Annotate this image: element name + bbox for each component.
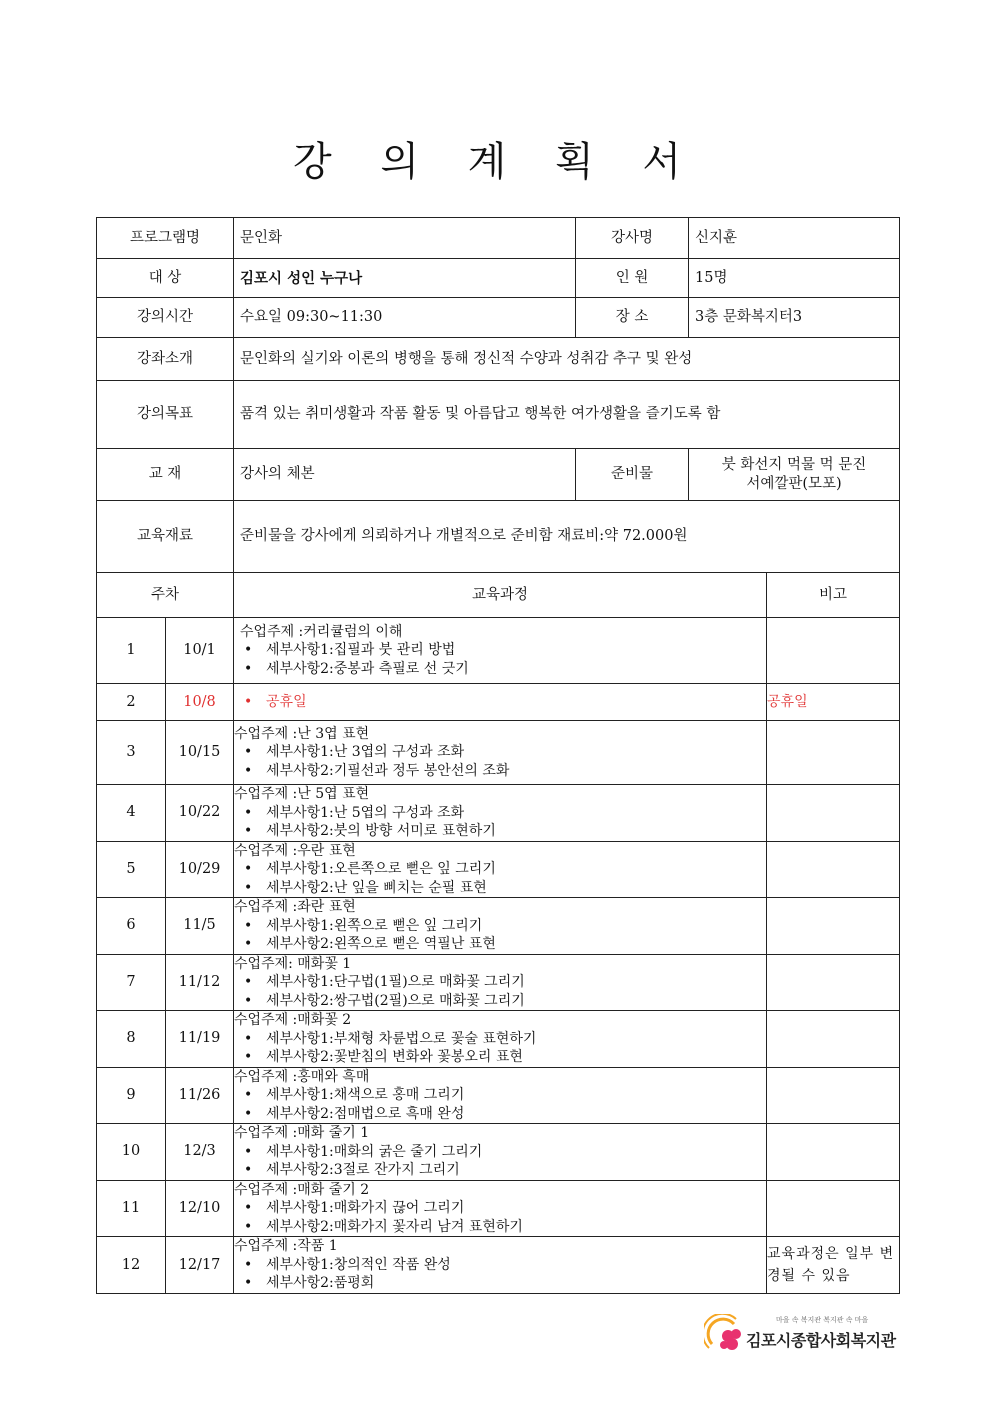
week-note [767,954,900,1011]
detail-1: • 세부사항1:창의적인 작품 완성 [266,1256,760,1275]
week-number: 6 [97,898,166,955]
week-note [767,1067,900,1124]
goal-label: 강의목표 [97,381,234,449]
table-row [97,684,900,721]
detail-2: • 세부사항2:꽃받침의 변화와 꽃봉오리 표현 [266,1048,760,1067]
supplies-value [689,449,900,501]
detail-2: • 세부사항2:중봉과 측필로 선 긋기 [266,660,760,679]
table-row [97,1011,900,1068]
time-value: 수요일 09:30~11:30 [234,298,576,338]
detail-1: • 세부사항1:단구법(1필)으로 매화꽃 그리기 [266,973,760,992]
place-value: 3층 문화복지터3 [689,298,900,338]
course-header: 교육과정 [234,573,767,618]
program-label: 프로그램명 [97,218,234,259]
intro-label: 강좌소개 [97,338,234,381]
week-date: 11/26 [166,1067,234,1124]
week-note [767,721,900,785]
target-label: 대 상 [97,259,234,298]
holiday-item: • 공휴일 [266,693,760,712]
week-content [234,618,767,684]
table-row [97,954,900,1011]
supplies-line-1: 붓 화선지 먹물 먹 문진 [721,456,867,473]
week-content [234,785,767,842]
week-content [234,684,767,721]
detail-2: • 세부사항2:품평회 [266,1274,760,1293]
week-content [234,1011,767,1068]
detail-2: • 세부사항2:쌍구법(2필)으로 매화꽃 그리기 [266,992,760,1011]
detail-list [234,917,760,954]
week-number: 5 [97,841,166,898]
detail-list [240,641,760,678]
week-topic: 수업주제 :좌란 표현 [234,899,356,915]
document-title: 강 의 계 획 서 [292,139,700,185]
detail-list [240,693,760,712]
week-content [234,1237,767,1294]
week-number: 11 [97,1180,166,1237]
table-row [97,618,900,684]
week-date: 10/29 [166,841,234,898]
week-note [767,1180,900,1237]
detail-1: • 세부사항1:집필과 붓 관리 방법 [266,641,760,660]
week-content [234,841,767,898]
table-row [97,898,900,955]
materials-label: 교육재료 [97,501,234,573]
week-topic: 수업주제: 매화꽃 1 [234,955,352,972]
detail-list [234,973,760,1010]
week-date: 10/8 [166,684,234,721]
detail-1: • 세부사항1:난 3엽의 구성과 조화 [266,743,760,762]
detail-2: • 세부사항2:3절로 잔가지 그리기 [266,1161,760,1180]
week-note: 공휴일 [767,684,900,721]
week-content [234,1124,767,1181]
week-note [767,898,900,955]
detail-2: • 세부사항2:난 잎을 삐치는 순필 표현 [266,879,760,898]
detail-2: • 세부사항2:왼쪽으로 뻗은 역필난 표현 [266,935,760,954]
week-date: 12/17 [166,1237,234,1294]
org-tagline: 마을 속 복지관 복지관 속 마을 [776,1316,869,1324]
table-row [97,1067,900,1124]
week-content [234,898,767,955]
detail-list [234,1199,760,1236]
week-note: 교육과정은 일부 변경될 수 있음 [767,1237,900,1294]
headcount-label: 인 원 [576,259,689,298]
week-topic: 수업주제 :매화 줄기 1 [234,1125,370,1141]
week-topic: 수업주제 :난 3엽 표현 [234,725,370,742]
week-date: 10/15 [166,721,234,785]
detail-list [234,804,760,841]
week-content [234,954,767,1011]
table-row [97,785,900,842]
week-note [767,618,900,684]
detail-1: • 세부사항1:왼쪽으로 뻗은 잎 그리기 [266,917,760,936]
week-topic: 수업주제 :커리큘럼의 이해 [240,623,403,640]
materials-value: 준비물을 강사에게 의뢰하거나 개별적으로 준비함 재료비:약 72.000원 [234,501,900,573]
detail-1: • 세부사항1:매화가지 끊어 그리기 [266,1199,760,1218]
week-topic: 수업주제 :난 5엽 표현 [234,786,370,802]
detail-list [234,1256,760,1293]
detail-1: • 세부사항1:난 5엽의 구성과 조화 [266,804,760,823]
week-number: 3 [97,721,166,785]
goal-value: 품격 있는 취미생활과 작품 활동 및 아름답고 행복한 여가생활을 즐기도록 함 [234,381,900,449]
note-header: 비고 [767,573,900,618]
table-row [97,721,900,785]
supplies-line-2: 서예깔판(모포) [746,475,842,492]
intro-value: 문인화의 실기와 이론의 병행을 통해 정신적 수양과 성취감 추구 및 완성 [234,338,900,381]
org-name: 김포시종합사회복지관 [746,1331,896,1350]
instructor-label: 강사명 [576,218,689,259]
week-date: 10/22 [166,785,234,842]
week-number: 10 [97,1124,166,1181]
table-row [97,1180,900,1237]
week-note [767,1011,900,1068]
org-emblem-icon [704,1314,748,1358]
week-date: 11/5 [166,898,234,955]
week-content [234,721,767,785]
week-content [234,1067,767,1124]
week-date: 12/10 [166,1180,234,1237]
week-topic: 수업주제 :작품 1 [234,1238,338,1255]
week-topic: 수업주제 :홍매와 흑매 [234,1068,370,1085]
detail-1: • 세부사항1:채색으로 홍매 그리기 [266,1086,760,1105]
week-number: 7 [97,954,166,1011]
detail-2: • 세부사항2:붓의 방향 서미로 표현하기 [266,822,760,841]
week-number: 2 [97,684,166,721]
week-date: 10/1 [166,618,234,684]
detail-2: • 세부사항2:매화가지 꽃자리 남겨 표현하기 [266,1218,760,1237]
detail-2: • 세부사항2:점매법으로 흑매 완성 [266,1105,760,1124]
week-number: 8 [97,1011,166,1068]
detail-1: • 세부사항1:오른쪽으로 뻗은 잎 그리기 [266,860,760,879]
week-topic: 수업주제 :매화꽃 2 [234,1012,352,1028]
week-number: 4 [97,785,166,842]
table-row [97,1124,900,1181]
detail-list [234,860,760,897]
detail-1: • 세부사항1:부채형 차륜법으로 꽃술 표현하기 [266,1030,760,1049]
program-value: 문인화 [234,218,576,259]
detail-list [234,1086,760,1123]
week-topic: 수업주제 :우란 표현 [234,842,356,859]
supplies-label: 준비물 [576,449,689,501]
week-date: 11/19 [166,1011,234,1068]
lecture-plan-table [96,217,900,1294]
table-row [97,841,900,898]
detail-list [234,1030,760,1067]
detail-list [234,743,760,780]
week-note [767,841,900,898]
org-logo [704,1310,904,1360]
week-note [767,1124,900,1181]
detail-1: • 세부사항1:매화의 굵은 줄기 그리기 [266,1143,760,1162]
detail-2: • 세부사항2:기필선과 정두 봉안선의 조화 [266,762,760,781]
week-date: 11/12 [166,954,234,1011]
week-topic: 수업주제 :매화 줄기 2 [234,1181,370,1198]
week-number: 12 [97,1237,166,1294]
instructor-value: 신지훈 [689,218,900,259]
detail-list [234,1143,760,1180]
table-row [97,1237,900,1294]
time-label: 강의시간 [97,298,234,338]
target-value: 김포시 성인 누구나 [234,259,576,298]
week-date: 12/3 [166,1124,234,1181]
headcount-value: 15명 [689,259,900,298]
week-number: 9 [97,1067,166,1124]
textbook-label: 교 재 [97,449,234,501]
week-header: 주차 [97,573,234,618]
week-content [234,1180,767,1237]
week-number: 1 [97,618,166,684]
textbook-value: 강사의 체본 [234,449,576,501]
place-label: 장 소 [576,298,689,338]
week-note [767,785,900,842]
